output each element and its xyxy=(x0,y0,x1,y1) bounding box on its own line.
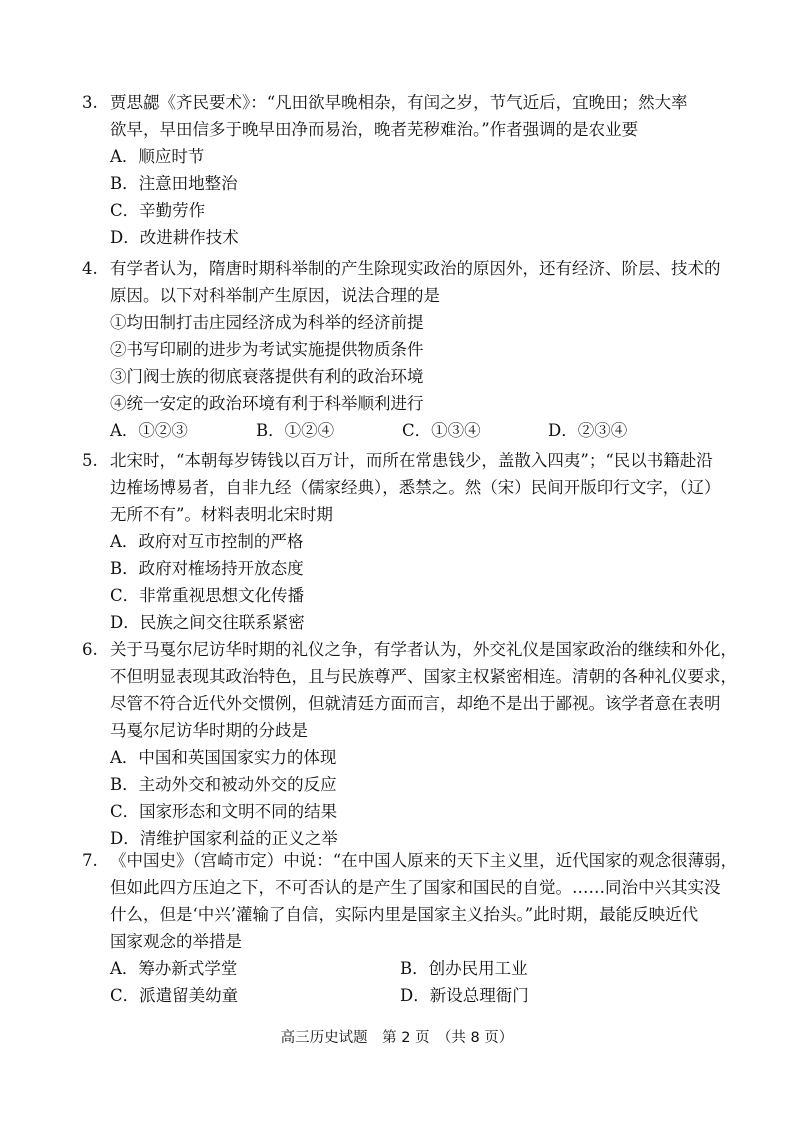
question-7-stem-line2: 但如此四方压迫之下，不可否认的是产生了国家和国民的自觉。……同治中兴其实没 xyxy=(110,878,721,897)
question-4-number: 4. xyxy=(82,259,98,278)
question-5-stem-line2: 边榷场博易者，自非九经（儒家经典），悉禁之。然（宋）民间开版印行文字，（辽） xyxy=(110,478,721,497)
question-7-stem-line3: 什么，但是‘中兴’灌输了自信，实际内里是国家主义抬头。”此时期，最能反映近代 xyxy=(110,905,699,924)
question-5-stem-line3: 无所不有”。材料表明北宋时期 xyxy=(110,505,333,524)
question-6-option-b[interactable]: B．主动外交和被动外交的反应 xyxy=(110,775,337,794)
question-5 xyxy=(82,447,722,636)
question-5-option-d[interactable]: D．民族之间交往联系紧密 xyxy=(110,613,305,632)
question-7-option-c[interactable]: C．派遣留美幼童 xyxy=(110,986,239,1005)
question-4-item-1: ①均田制打击庄园经济成为科举的经济前提 xyxy=(110,313,424,332)
question-7-options-row1 xyxy=(82,955,722,982)
question-7-option-b[interactable]: B．创办民用工业 xyxy=(400,959,528,978)
question-7-options-row2 xyxy=(82,982,722,1009)
question-4-option-b[interactable]: B．①②④ xyxy=(256,421,335,440)
question-7-stem-line4: 国家观念的举措是 xyxy=(110,932,242,951)
question-6-option-d[interactable]: D．清维护国家利益的正义之举 xyxy=(110,829,338,848)
question-4-option-d[interactable]: D．②③④ xyxy=(548,421,628,440)
question-5-number: 5. xyxy=(82,451,98,470)
question-6-option-c[interactable]: C．国家形态和文明不同的结果 xyxy=(110,802,338,821)
question-3-number: 3. xyxy=(82,93,98,112)
question-6-stem-line3: 尽管不符合近代外交惯例，但就清廷方面而言，却绝不是出于鄙视。该学者意在表明 xyxy=(110,694,721,713)
question-6-number: 6. xyxy=(82,640,98,659)
question-3 xyxy=(82,89,722,251)
question-4-stem-line2: 原因。以下对科举制产生原因，说法合理的是 xyxy=(110,286,440,305)
question-7-number: 7. xyxy=(82,851,98,870)
question-4-item-3: ③门阀士族的彻底衰落提供有利的政治环境 xyxy=(110,367,424,386)
question-3-option-b[interactable]: B．注意田地整治 xyxy=(110,174,238,193)
question-4-option-c[interactable]: C．①③④ xyxy=(402,421,481,440)
question-6-stem-line1: 6. 关于马戛尔尼访华时期的礼仪之争，有学者认为，外交礼仪是国家政治的继续和外化， xyxy=(82,636,722,663)
question-3-option-c[interactable]: C．辛勤劳作 xyxy=(110,201,206,220)
question-4-stem-line1: 4. 有学者认为，隋唐时期科举制的产生除现实政治的原因外，还有经济、阶层、技术的 xyxy=(82,255,722,282)
question-6-stem-line2: 不但明显表现其政治特色，且与民族尊严、国家主权紧密相连。清朝的各种礼仪要求， xyxy=(110,667,737,686)
question-5-option-a[interactable]: A．政府对互市控制的严格 xyxy=(110,532,304,551)
question-5-option-b[interactable]: B．政府对榷场持开放态度 xyxy=(110,559,304,578)
question-3-stem-line1: 3. 贾思勰《齐民要术》：“凡田欲早晚相杂，有闰之岁，节气近后，宜晚田；然大率 xyxy=(82,89,722,116)
question-3-option-d[interactable]: D．改进耕作技术 xyxy=(110,228,239,247)
question-6 xyxy=(82,636,737,852)
question-4-options xyxy=(82,417,722,444)
question-4-item-4: ④统一安定的政治环境有利于科举顺利进行 xyxy=(110,394,424,413)
question-4-item-2: ②书写印刷的进步为考试实施提供物质条件 xyxy=(110,340,424,359)
question-4-option-a[interactable]: A．①②③ xyxy=(110,421,188,440)
question-7-option-a[interactable]: A．筹办新式学堂 xyxy=(110,959,238,978)
question-3-stem-line2: 欲早，早田信多于晚早田净而易治，晚者芜秽难治。”作者强调的是农业要 xyxy=(110,120,639,139)
question-4 xyxy=(82,255,722,444)
question-7 xyxy=(82,847,738,1009)
question-7-stem-line1: 7. 《中国史》（宫崎市定）中说：“在中国人原来的天下主义里，近代国家的观念很薄弱， xyxy=(82,847,722,874)
page-footer: 高三历史试题 第 2 页 （共 8 页） xyxy=(280,1030,514,1046)
question-5-stem-line1: 5. 北宋时，“本朝每岁铸钱以百万计，而所在常患钱少，盖散入四夷”；“民以书籍赴沿 xyxy=(82,447,722,474)
question-3-option-a[interactable]: A．顺应时节 xyxy=(110,147,205,166)
question-6-option-a[interactable]: A．中国和英国国家实力的体现 xyxy=(110,748,337,767)
question-5-option-c[interactable]: C．非常重视思想文化传播 xyxy=(110,586,305,605)
question-6-stem-line4: 马戛尔尼访华时期的分歧是 xyxy=(110,721,308,740)
question-7-option-d[interactable]: D．新设总理衙门 xyxy=(400,986,529,1005)
